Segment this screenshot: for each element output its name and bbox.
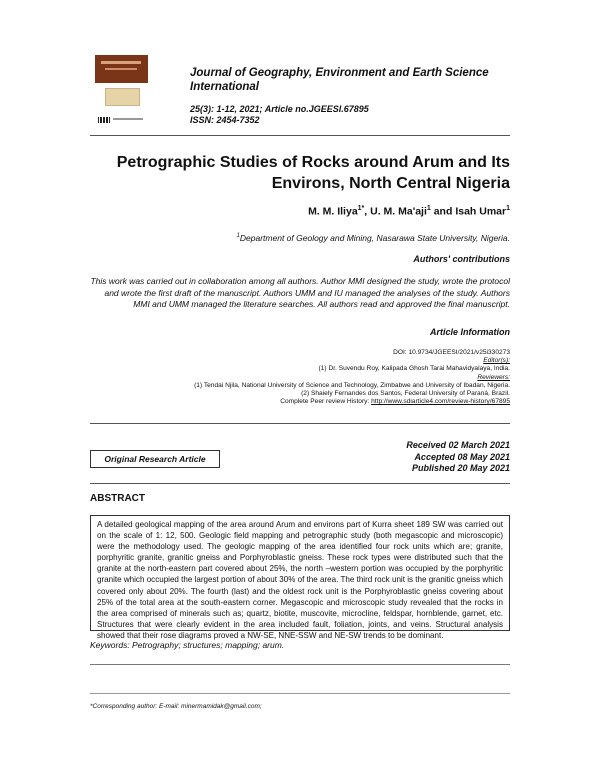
editor-1: (1) Dr. Suvendu Roy, Kalipada Ghosh Tarai Mahavidyalaya, India. xyxy=(318,365,510,373)
reviewer-1: (1) Tendai Njila, National University of Science and Technology, Zimbabwe and University of Ibadan, Nigeria. xyxy=(194,381,510,389)
doi: DOI: 10.9734/JGEESI/2021/v25i330273 xyxy=(393,349,510,356)
contributions-heading: Authors' contributions xyxy=(413,254,510,264)
journal-name: Journal of Geography, Environment and Earth Science International xyxy=(190,67,489,93)
reviewer-2: (2) Shaiely Fernandes dos Santos, Federal University of Paraná, Brazil. xyxy=(301,390,510,398)
article-type-box: Original Research Article xyxy=(90,450,220,468)
journal-cover-image xyxy=(95,55,148,127)
header-divider xyxy=(90,135,510,136)
journal-issn: ISSN: 2454-7352 xyxy=(190,115,260,125)
journal-volume: 25(3): 1-12, 2021; Article no.JGEESI.67895 xyxy=(190,104,369,114)
affiliation-text: Department of Geology and Mining, Nasarawa State University, Nigeria. xyxy=(239,233,510,243)
date-received: Received 02 March 2021 xyxy=(406,440,510,450)
peer-review-label: Complete Peer review History: xyxy=(280,398,372,406)
author-3: Isah Umar xyxy=(455,205,507,218)
author-list xyxy=(90,205,510,218)
article-info-block xyxy=(90,349,510,406)
footnote-divider xyxy=(90,693,510,694)
peer-review-history xyxy=(90,398,510,406)
author-1: M. M. Iliya xyxy=(308,205,358,218)
editors-label: Editor(s): xyxy=(483,357,510,365)
publication-dates xyxy=(300,440,510,475)
contributions-text: This work was carried out in collaboration among all authors. Author MMI designed the study, wrote the protocol and wrote the first draft of the manuscript. Authors UMM and IU managed the analyses of the study. Authors MMI and UMM managed the literature searches. All authors read and approved the final manuscript. xyxy=(90,276,510,309)
cover-caption xyxy=(113,118,143,120)
affiliation xyxy=(90,233,510,243)
corresponding-author-footnote: *Corresponding author: E-mail: minermamidak@gmail.com; xyxy=(90,703,262,710)
affiliation-sup: 1 xyxy=(236,233,240,240)
peer-review-link[interactable]: http://www.sdiarticle4.com/review-history/67895 xyxy=(371,398,510,406)
date-published: Published 20 May 2021 xyxy=(411,463,510,473)
cover-title-band xyxy=(95,55,148,83)
author-2: U. M. Ma'aji xyxy=(370,205,427,218)
author-separator: , xyxy=(364,205,371,218)
article-info-heading: Article Information xyxy=(429,327,510,337)
author-3-sup: 1 xyxy=(506,205,510,212)
journal-volume-info xyxy=(190,104,510,126)
cover-barcode xyxy=(98,117,110,123)
abstract-top-divider xyxy=(90,483,510,484)
keywords-divider xyxy=(90,664,510,665)
date-accepted: Accepted 08 May 2021 xyxy=(414,451,510,462)
author-2-sup: 1 xyxy=(426,205,431,212)
keywords: Keywords: Petrography; structures; mapping; arum. xyxy=(90,640,285,650)
author-1-sup: 1* xyxy=(357,205,365,212)
reviewers-label: Reviewers: xyxy=(477,373,510,381)
abstract-heading: ABSTRACT xyxy=(90,493,145,504)
cover-photo xyxy=(105,88,140,106)
paper-title: Petrographic Studies of Rocks around Arum and Its Environs, North Central Nigeria xyxy=(116,154,510,192)
author-and: and xyxy=(430,205,456,218)
info-divider xyxy=(90,423,510,424)
abstract-text: A detailed geological mapping of the area around Arum and environs part of Kurra sheet 189 SW was carried out on the scale of 1: 12, 500. Geologic field mapping and petrographic study (both megascopic and microscopic) were the methodology used. The geologic mapping of the area identified four rock units which are; granite, porphyritic granite, granitic gneiss and Porphyroblastic gneiss. These rock types were distributed such that the granite at the north-eastern part covered about 25%, the north –western portion was occupied by the porphyritic granite which occupied the largest portion of about 30% of the area. The third rock unit is the granitic gneiss which covered only about 20%. The fourth (last) and the oldest rock unit is the Porphyroblastic gneiss covering about 25% of the total area at the south-eastern corner. Megascopic and microscopic study revealed that the rocks in the area comprised of minerals such as; quartz, biotite, muscovite, microcline, feldspar, hornblende, garnet, etc. Structures that were clearly evident in the area included fault, foliation, joints, and veins. Structural analysis showed that their rose diagrams proved a NW-SE, NNE-SSW and NE-SW trends to be dominant. xyxy=(90,515,510,631)
